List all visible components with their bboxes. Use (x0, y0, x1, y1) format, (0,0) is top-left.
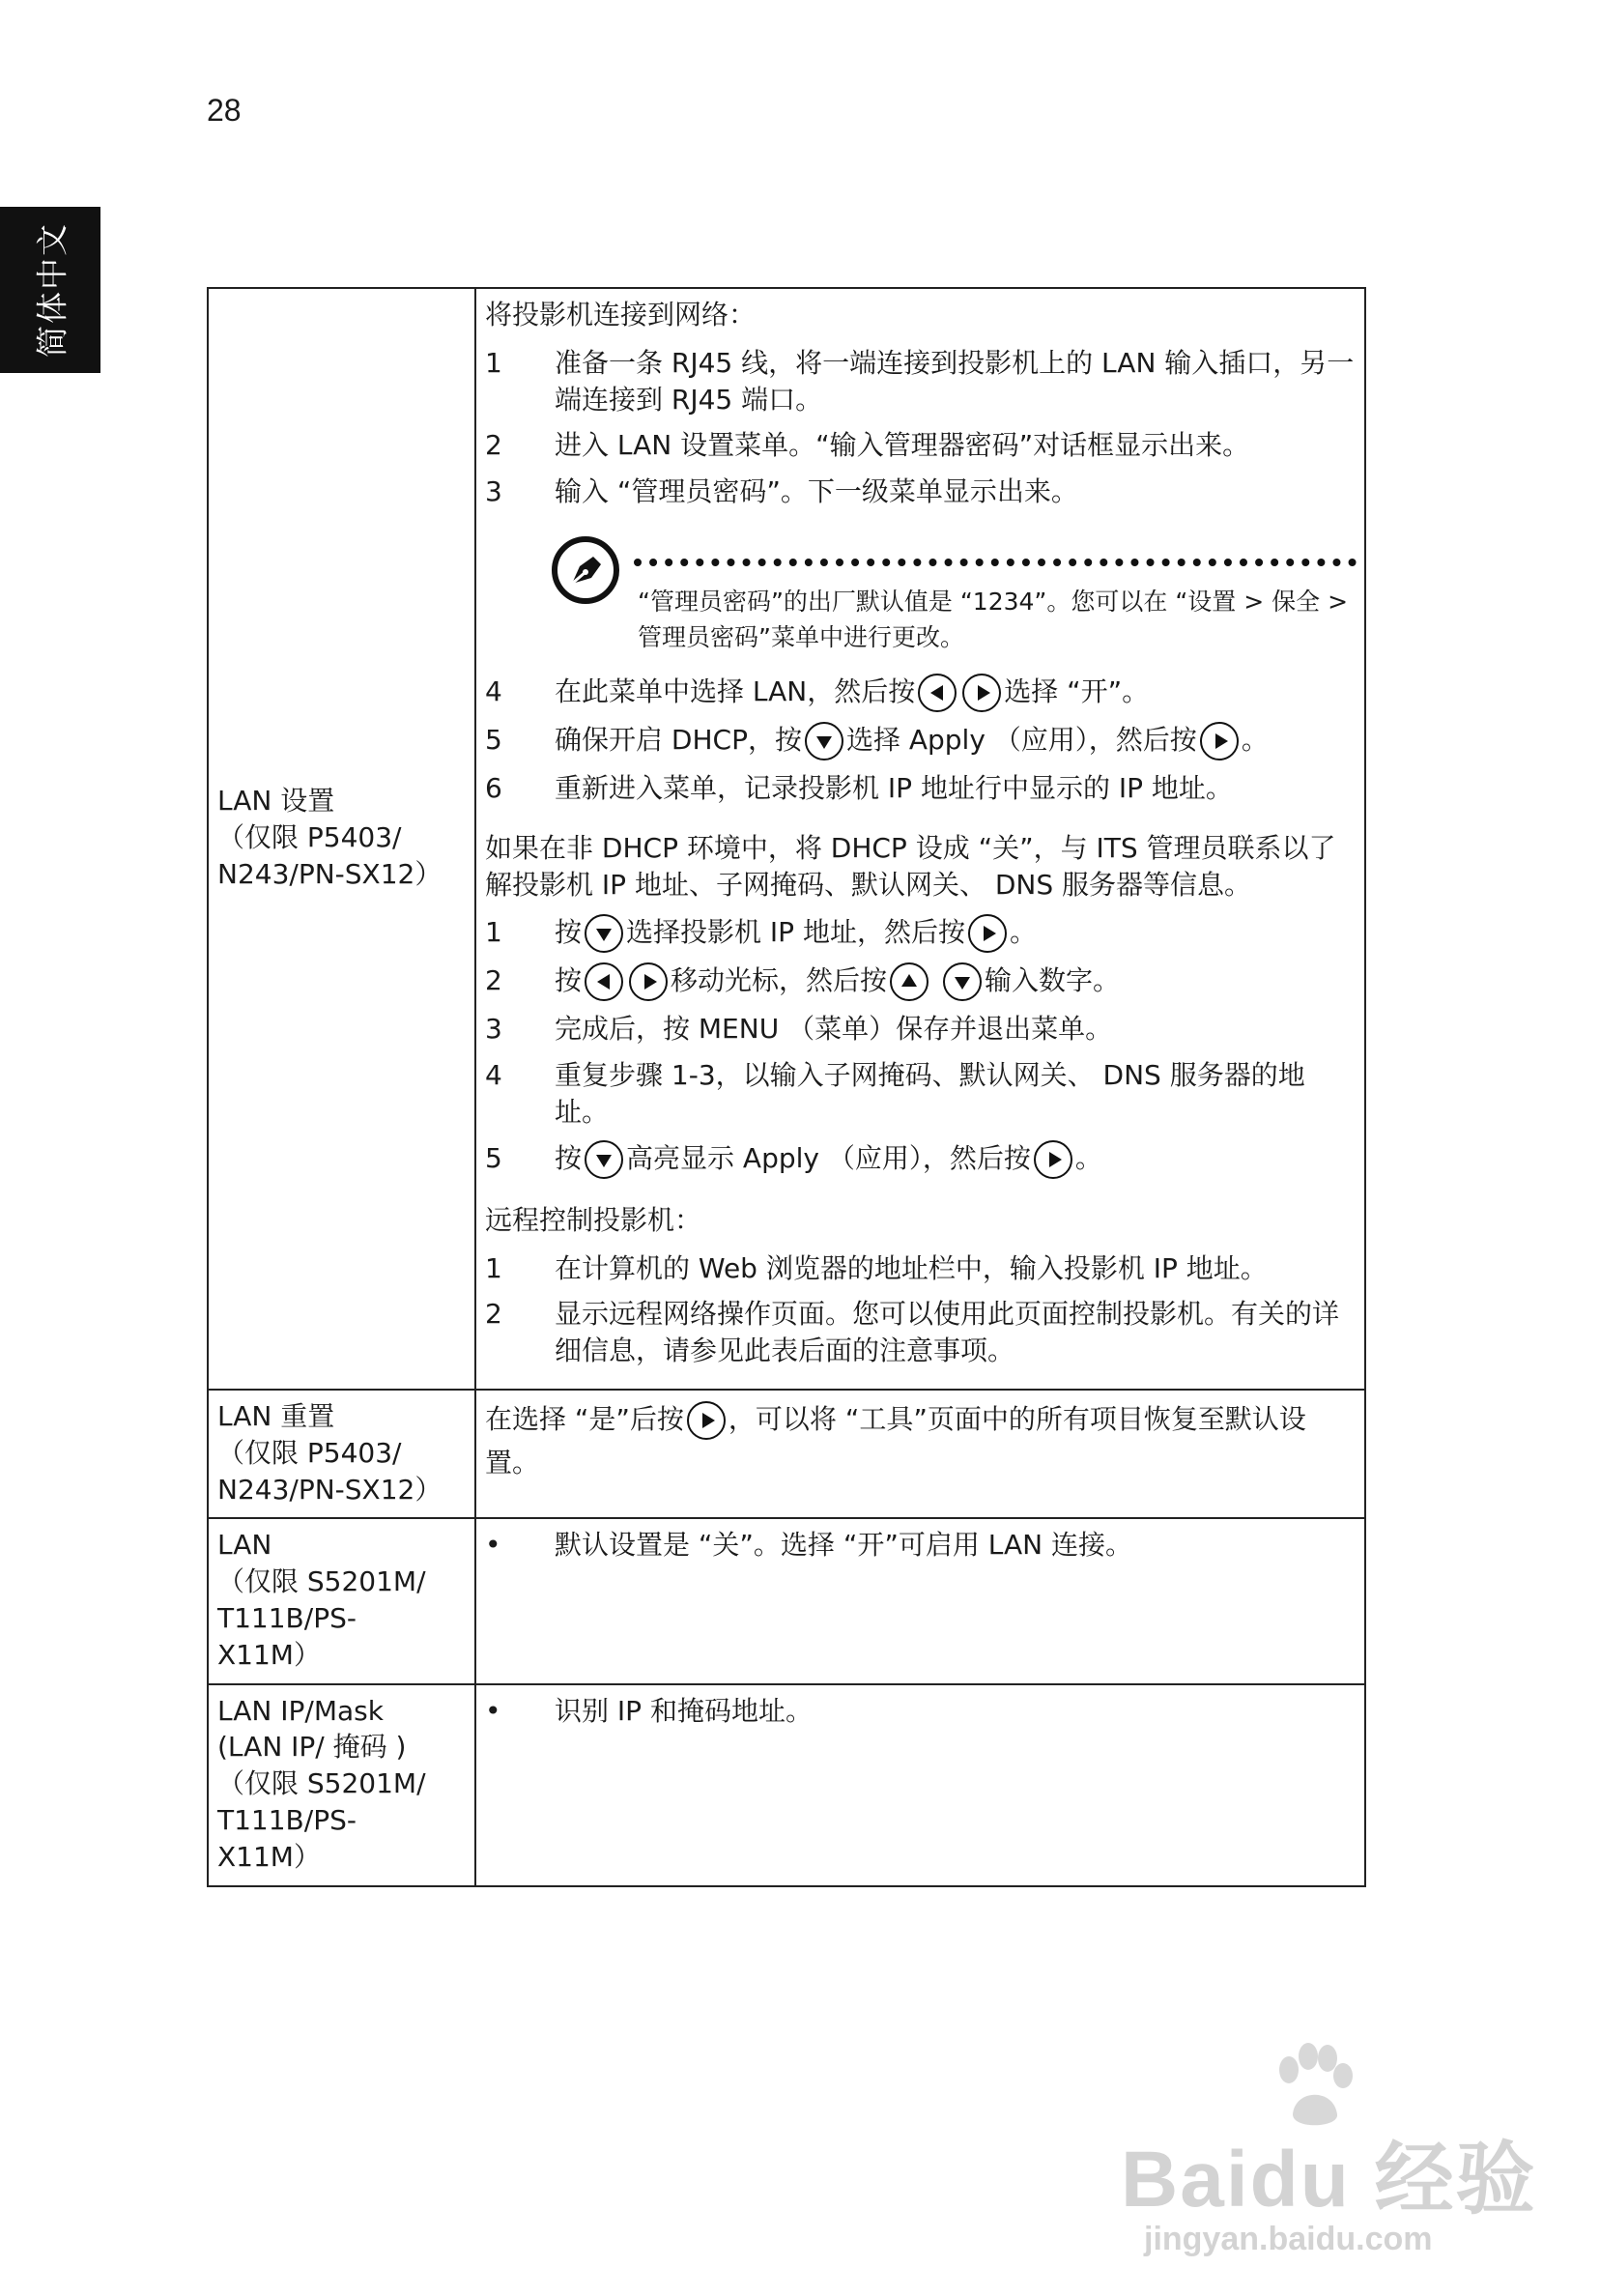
step-text: 按 (555, 916, 583, 949)
description-text: ，可以将 “工具”页面中的所有项目恢复至默认设置。 (485, 1402, 1306, 1478)
step-text: 在计算机的 Web 浏览器的地址栏中，输入投影机 IP 地址。 (555, 1251, 1268, 1284)
bullet-marker: • (485, 1694, 501, 1727)
note-text: “管理员密码”的出厂默认值是 “1234”。您可以在 “设置 > 保全 > 管理员密码”菜单中进行更改。 (638, 587, 1349, 652)
up-arrow-key-icon (890, 962, 929, 1001)
step-number: 1 (485, 346, 502, 379)
step-item (485, 427, 1357, 464)
row-name-cell (208, 1390, 475, 1518)
description-text: 在选择 “是”后按 (485, 1402, 684, 1435)
note-divider (634, 559, 1357, 566)
step-text: 移动光标，然后按 (671, 964, 888, 997)
row-name-line: T111B/PS- (217, 1601, 357, 1634)
bullet-text: 识别 IP 和掩码地址。 (555, 1694, 813, 1727)
row-description-cell (475, 288, 1365, 1390)
watermark-url: jingyan.baidu.com (1144, 2221, 1433, 2257)
step-item (485, 345, 1357, 418)
note-pen-icon (551, 535, 620, 605)
row-description-cell (475, 1518, 1365, 1683)
row-name-line: LAN IP/Mask (217, 1694, 384, 1727)
row-name-cell (208, 288, 475, 1390)
right-arrow-key-icon (1200, 722, 1239, 761)
step-item (485, 1296, 1357, 1369)
down-arrow-key-icon (943, 962, 982, 1001)
step-number: 3 (485, 1013, 502, 1046)
step-text: 完成后，按 MENU （菜单）保存并退出菜单。 (555, 1013, 1113, 1046)
step-text: 。 (1074, 1141, 1102, 1174)
row-name-line: N243/PN-SX12） (217, 857, 443, 890)
step-item (485, 1057, 1357, 1131)
page-number: 28 (207, 93, 242, 128)
right-arrow-key-icon (629, 962, 668, 1001)
row-name-line: T111B/PS- (217, 1803, 357, 1836)
step-text: 显示远程网络操作页面。您可以使用此页面控制投影机。有关的详细信息，请参见此表后面的注意事项。 (555, 1298, 1340, 1367)
step-text: 在此菜单中选择 LAN，然后按 (555, 674, 916, 707)
step-text: 按 (555, 1141, 583, 1174)
step-number: 6 (485, 771, 502, 804)
row-name-line: N243/PN-SX12） (217, 1473, 443, 1506)
connect-intro: 将投影机连接到网络： (485, 299, 757, 330)
step-number: 5 (485, 723, 502, 756)
watermark-logo: Baidu 经验 (1121, 2136, 1537, 2224)
step-text: 按 (555, 964, 583, 997)
table-row-lan-reset (208, 1390, 1365, 1518)
step-item (485, 474, 1357, 510)
right-arrow-key-icon (968, 914, 1007, 953)
note-block (485, 531, 1357, 656)
row-name-line: LAN (217, 1529, 272, 1562)
bullet-text: 默认设置是 “关”。选择 “开”可启用 LAN 连接。 (555, 1529, 1132, 1562)
step-text: 。 (1241, 723, 1269, 756)
step-text: 。 (1009, 916, 1037, 949)
baidu-watermark (1121, 2039, 1537, 2271)
row-name-line: (LAN IP/ 掩码 ) (217, 1731, 407, 1764)
down-arrow-key-icon (585, 1140, 623, 1179)
table-row-lan (208, 1518, 1365, 1683)
step-number: 2 (485, 1298, 502, 1331)
row-name-line: （仅限 S5201M/ (217, 1565, 426, 1598)
row-name-line: （仅限 S5201M/ (217, 1767, 426, 1800)
language-tab (0, 207, 100, 373)
step-text: 准备一条 RJ45 线，将一端连接到投影机上的 LAN 输入插口，另一端连接到 RJ45 端口。 (555, 346, 1355, 416)
left-arrow-key-icon (585, 962, 623, 1001)
step-number: 5 (485, 1141, 502, 1174)
step-number: 1 (485, 916, 502, 949)
left-arrow-key-icon (918, 674, 957, 712)
step-text: 重复步骤 1-3，以输入子网掩码、默认网关、 DNS 服务器的地址。 (555, 1059, 1305, 1128)
bullet-item (485, 1527, 1357, 1564)
step-item (485, 1250, 1357, 1287)
step-item (485, 962, 1357, 1001)
step-number: 2 (485, 429, 502, 462)
step-text: 输入数字。 (984, 964, 1120, 997)
row-name-line: LAN 重置 (217, 1399, 335, 1432)
row-name-line: （仅限 P5403/ (217, 1436, 402, 1469)
step-item (485, 914, 1357, 953)
row-name-line: LAN 设置 (217, 785, 335, 818)
table-row-lan-settings (208, 288, 1365, 1390)
row-description-cell (475, 1684, 1365, 1886)
table-row-lan-ip-mask (208, 1684, 1365, 1886)
step-number: 4 (485, 1059, 502, 1092)
step-text: 确保开启 DHCP，按 (555, 723, 802, 756)
remote-intro: 远程控制投影机： (485, 1203, 702, 1236)
settings-table (207, 287, 1366, 1887)
step-text: 选择投影机 IP 地址，然后按 (626, 916, 965, 949)
step-item (485, 722, 1357, 761)
step-number: 3 (485, 475, 502, 508)
step-text: 选择 Apply （应用），然后按 (845, 723, 1197, 756)
step-text: 高亮显示 Apply （应用），然后按 (626, 1141, 1031, 1174)
step-item (485, 1140, 1357, 1179)
bullet-item (485, 1693, 1357, 1730)
row-description-cell (475, 1390, 1365, 1518)
step-number: 1 (485, 1251, 502, 1284)
non-dhcp-intro: 如果在非 DHCP 环境中，将 DHCP 设成 “关”，与 ITS 管理员联系以了解投影机 IP 地址、子网掩码、默认网关、 DNS 服务器等信息。 (485, 831, 1336, 901)
right-arrow-key-icon (687, 1401, 726, 1440)
bullet-marker: • (485, 1529, 501, 1562)
step-text: 重新进入菜单，记录投影机 IP 地址行中显示的 IP 地址。 (555, 771, 1233, 804)
right-arrow-key-icon (1034, 1140, 1072, 1179)
step-number: 2 (485, 964, 502, 997)
step-text: 进入 LAN 设置菜单。“输入管理器密码”对话框显示出来。 (555, 429, 1250, 462)
row-name-cell (208, 1518, 475, 1683)
right-arrow-key-icon (962, 674, 1001, 712)
step-item (485, 770, 1357, 807)
row-name-line: （仅限 P5403/ (217, 821, 402, 854)
step-number: 4 (485, 674, 502, 707)
row-name-cell (208, 1684, 475, 1886)
down-arrow-key-icon (585, 914, 623, 953)
row-name-line: X11M） (217, 1840, 321, 1873)
step-item (485, 1011, 1357, 1048)
language-tab-label: 简体中文 (33, 222, 71, 358)
row-name-line: X11M） (217, 1638, 321, 1671)
down-arrow-key-icon (805, 722, 843, 761)
step-text: 选择 “开”。 (1004, 674, 1150, 707)
step-item (485, 674, 1357, 712)
step-text: 输入 “管理员密码”。下一级菜单显示出来。 (555, 475, 1078, 508)
